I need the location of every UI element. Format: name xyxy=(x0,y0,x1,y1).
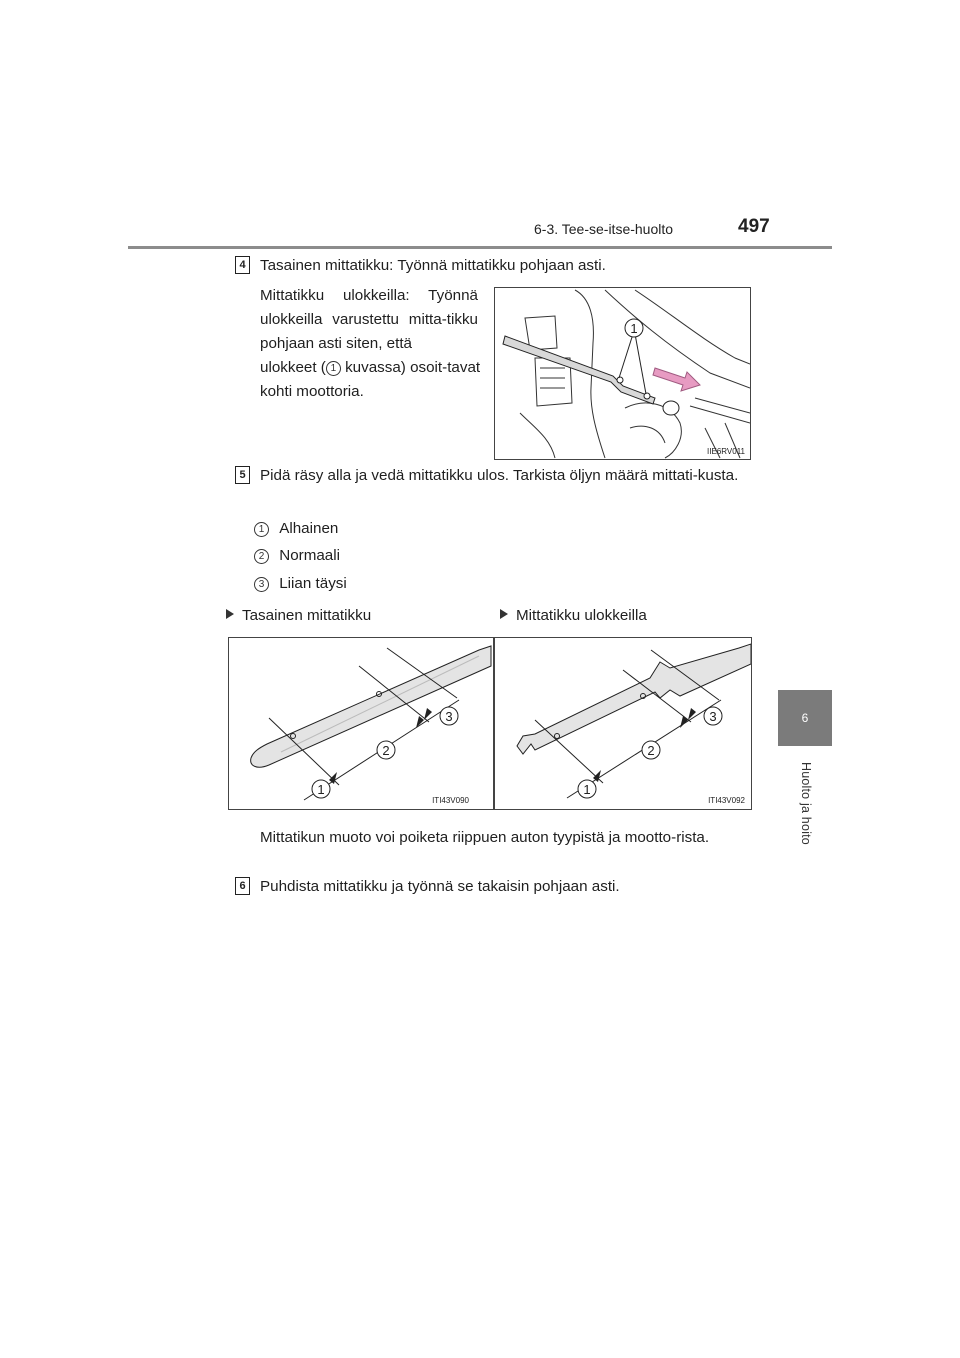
chapter-label: Huolto ja hoito xyxy=(799,762,813,845)
step-6-text: Puhdista mittatikku ja työnnä se takaisin pohjaan asti. xyxy=(260,878,620,895)
figure-code: ITI43V090 xyxy=(432,796,469,805)
heading-label: Tasainen mittatikku xyxy=(242,607,372,624)
legend-number: 2 xyxy=(254,549,269,564)
dipstick-shape-note: Mittatikun muoto voi poiketa riippuen auton tyypistä ja mootto-rista. xyxy=(260,829,710,846)
chapter-tab xyxy=(778,690,832,746)
protrusion-dipstick-figure xyxy=(494,637,752,810)
step-5-marker: 5 xyxy=(235,466,250,484)
protrusion-dipstick-illustration xyxy=(495,638,751,809)
legend-number: 1 xyxy=(254,522,269,537)
step-5-text: Pidä räsy alla ja vedä mittatikku ulos. Tarkista öljyn määrä mittati-kusta. xyxy=(260,467,739,484)
callout-3: 3 xyxy=(445,709,453,724)
heading-label: Mittatikku ulokkeilla xyxy=(516,607,647,624)
step-4-protrusion-text-cont xyxy=(260,356,482,404)
legend-item xyxy=(254,575,347,592)
callout-2: 2 xyxy=(647,743,655,758)
flat-dipstick-illustration xyxy=(229,638,493,809)
legend-number: 3 xyxy=(254,577,269,592)
step-4-protrusion-text: Mittatikku ulokkeilla: Työnnä ulokkeilla varustettu mitta-tikku pohjaan asti siten, että xyxy=(260,287,478,352)
legend-item xyxy=(254,520,338,537)
page-number: 497 xyxy=(738,216,770,237)
callout-1: 1 xyxy=(583,782,591,797)
legend-label: Liian täysi xyxy=(279,575,347,592)
chapter-number: 6 xyxy=(801,711,809,725)
figure-code: IIE6RV011 xyxy=(707,447,745,456)
inline-callout-1: 1 xyxy=(326,361,341,376)
legend-label: Normaali xyxy=(279,547,340,564)
step-4-text: Tasainen mittatikku: Työnnä mittatikku pohjaan asti. xyxy=(260,257,606,274)
flat-dipstick-figure xyxy=(228,637,494,810)
legend-item xyxy=(254,547,340,564)
figure-code: ITI43V092 xyxy=(708,796,745,805)
triangle-bullet-icon xyxy=(226,609,234,619)
callout-2: 2 xyxy=(382,743,390,758)
legend-label: Alhainen xyxy=(279,520,339,537)
step-4-marker: 4 xyxy=(235,256,250,274)
inline-text: ulokkeet ( xyxy=(260,359,326,376)
protrusion-dipstick-heading xyxy=(500,607,647,624)
section-title: 6-3. Tee-se-itse-huolto xyxy=(534,221,674,237)
engine-illustration xyxy=(495,288,750,459)
dipstick-insert-figure xyxy=(494,287,751,460)
flat-dipstick-heading xyxy=(226,607,371,624)
inline-text: kuvassa) osoit-tavat kohti moottoria. xyxy=(260,359,481,400)
triangle-bullet-icon xyxy=(500,609,508,619)
figure-callout-1: 1 xyxy=(630,321,638,336)
header-rule xyxy=(128,246,832,249)
callout-3: 3 xyxy=(709,709,717,724)
step-6-marker: 6 xyxy=(235,877,250,895)
callout-1: 1 xyxy=(317,782,325,797)
